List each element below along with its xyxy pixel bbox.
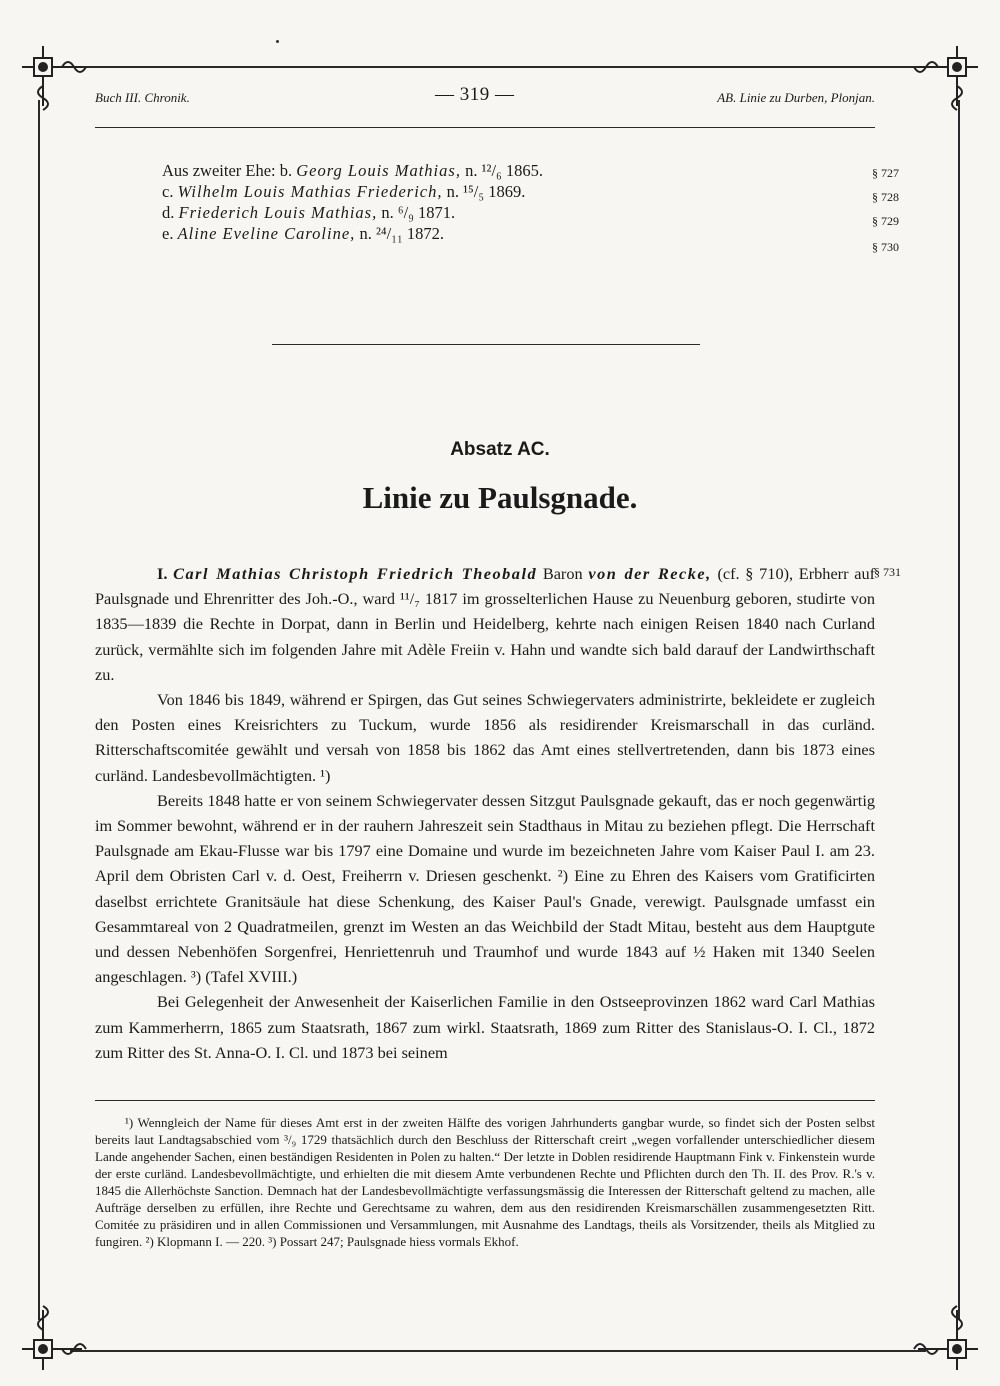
print-speck xyxy=(276,40,279,43)
paragraph: Bereits 1848 hatte er von seinem Schwiegervater dessen Sitzgut Paulsgnade gekauft, das er noch gegenwärtig im Sommer bewohnt, während er in der rauhern Jahreszeit sein Stadthaus in Mitau zu beziehen pflegt. Die Herrschaft Paulsgnade am Ekau-Flusse war bis 1797 eine Domaine und wurde im bezeichneten Jahre vom Kaiser Paul I. am 23. April dem Obristen Carl v. d. Oest, Freiherrn v. Driesen geschenkt. ²) Eine zu Ehren des Kaisers vom Gratificirten daselbst errichtete Granitsäule hat diese Schenkung, des Kaiser Paul's Gnade, verewigt. Paulsgnade umfasst ein Gesammtareal von 2 Quadratmeilen, grenzt im Westen an das Weichbild der Stadt Mitau, besteht aus dem Hauptgute und dessen Nebenhöfen Sorgenfrei, Henriettenruh und Traumhof und wurde 1843 auf ½ Haken mit 1340 Seelen angeschlagen. ³) (Tafel XVIII.) xyxy=(95,790,875,987)
entry-date: n. ¹⁵/₅ 1869. xyxy=(446,182,526,201)
body-text xyxy=(95,561,875,1065)
list-item xyxy=(162,202,543,223)
header-line-title: AB. Linie zu Durben, Plonjan. xyxy=(717,90,875,105)
footnote-text: ¹) Wenngleich der Name für dieses Amt erst in der zweiten Hälfte des vorigen Jahrhunderts gangbar wurde, so findet sich der Posten selbst bereits laut Landtagsabschied vom ³/₉ 1729 thatsächlich durch den Beschluss der Ritterschaft creirt „wegen vorfallender unterschiedlicher diesem Lande angehender Sachen, einen beständigen Residenten in Polen zu halten.“ Der letzte in Doblen residirende Hauptmann Fink v. Finkenstein wurde der erste curländ. Landesbevollmächtigte, und erhielten die mit diesem Amte verbundenen Rechte und Pflichten durch den Th. II. des Prov. R.'s v. 1845 die Allerhöchste Sanction. Demnach hat der Landesbevollmächtigte verfassungsmässig die Interessen der Ritterschaft geltend zu machen, alle Aufträge derselben zu erfüllen, ihre Rechte und Gerechtsame zu wahren, dem aus den residirenden Kreismarschällen zusammengesetzten Ritt. Comitée zu präsidiren und in allen Commissionen und Versammlungen, mit Ausnahme des Landtags, theils als Vorsitzender, theils als Mitglied zu fungiren. ²) Klopmann I. — 220. ³) Possart 247; Paulsgnade hiess vormals Ekhof. xyxy=(95,1115,875,1249)
header-book-chapter: Buch III. Chronik. xyxy=(95,90,190,105)
paragraph-ref: § 729 xyxy=(872,214,899,228)
paragraph: Bei Gelegenheit der Anwesenheit der Kaiserlichen Familie in den Ostseeprovinzen 1862 ward Carl Mathias zum Kammerherrn, 1865 zum Staatsrath, 1867 zum wirkl. Staatsrath, 1869 zum Ritter des Stanislaus-O. I. Cl., 1872 zum Ritter des St. Anna-O. I. Cl. und 1873 bei seinem xyxy=(95,992,875,1062)
footnote-rule xyxy=(95,1100,875,1101)
paragraph-ref: § 731 xyxy=(874,565,901,579)
frame-bottom-line xyxy=(70,1350,926,1352)
entry-prefix: e. xyxy=(162,224,174,243)
family-name: von der Recke, xyxy=(588,564,712,583)
corner-ornament-top-left xyxy=(22,46,92,116)
frame-right-line xyxy=(958,100,960,1320)
list-item xyxy=(162,160,543,181)
entry-date: n. ⁶/₉ 1871. xyxy=(381,203,456,222)
paragraph-text: (cf. § 710), Erbherr auf Paulsgnade und Ehrenritter des Joh.-O., ward ¹¹/₇ 1817 im grosselterlichen Hause zu Neuenburg geboren, studirte von 1835—1839 die Rechte in Dorpat, dann in Berlin und Heidelberg, kehrte nach einigen Reisen 1840 nach Curland zurück, vermählte sich im folgenden Jahre mit Adèle Freiin v. Hahn und wandte sich bald darauf der Landwirthschaft zu. xyxy=(95,564,876,684)
paragraph xyxy=(95,561,875,687)
entry-date: n. ²⁴/₁₁ 1872. xyxy=(359,224,444,243)
entry-date: n. ¹²/₆ 1865. xyxy=(465,161,544,180)
header-rule xyxy=(95,127,875,128)
entry-name: Friederich Louis Mathias, xyxy=(178,203,378,222)
entry-name: Wilhelm Louis Mathias Friederich, xyxy=(177,182,443,201)
entry-name: Georg Louis Mathias, xyxy=(296,161,461,180)
entry-name: Aline Eveline Caroline, xyxy=(177,224,356,243)
frame-left-line xyxy=(38,100,40,1320)
paragraph-number: I. xyxy=(157,564,168,583)
frame-top-line xyxy=(70,66,926,68)
page-number: — 319 — xyxy=(435,84,515,105)
title-word: Baron xyxy=(542,564,583,583)
section-divider xyxy=(272,344,700,345)
section-heading: Absatz AC. xyxy=(450,439,550,460)
entry-prefix: c. xyxy=(162,182,174,201)
paragraph: Von 1846 bis 1849, während er Spirgen, das Gut seines Schwiegervaters administrirte, bekleidete er zugleich den Posten eines Kreisrichters zu Tuckum, wurde 1856 als residirender Kreismarschall in das curländ. Ritterschaftscomitée gewählt und versah von 1858 bis 1862 das Amt eines stellvertretenden, dann bis 1873 eines curländ. Landesbevollmächtigten. ¹) xyxy=(95,690,875,785)
corner-ornament-bottom-left xyxy=(22,1300,92,1370)
paragraph-ref: § 730 xyxy=(872,240,899,254)
running-header xyxy=(95,84,875,112)
entry-prefix: d. xyxy=(162,203,175,222)
corner-ornament-top-right xyxy=(908,46,978,116)
children-list xyxy=(162,160,543,244)
list-item xyxy=(162,223,543,244)
footnotes xyxy=(95,1114,875,1250)
paragraph-ref: § 727 xyxy=(872,166,899,180)
list-item xyxy=(162,181,543,202)
person-name: Carl Mathias Christoph Friedrich Theobald xyxy=(173,564,538,583)
entry-prefix: Aus zweiter Ehe: b. xyxy=(162,161,293,180)
page-title: Linie zu Paulsgnade. xyxy=(362,480,638,515)
paragraph-ref: § 728 xyxy=(872,190,899,204)
corner-ornament-bottom-right xyxy=(908,1300,978,1370)
